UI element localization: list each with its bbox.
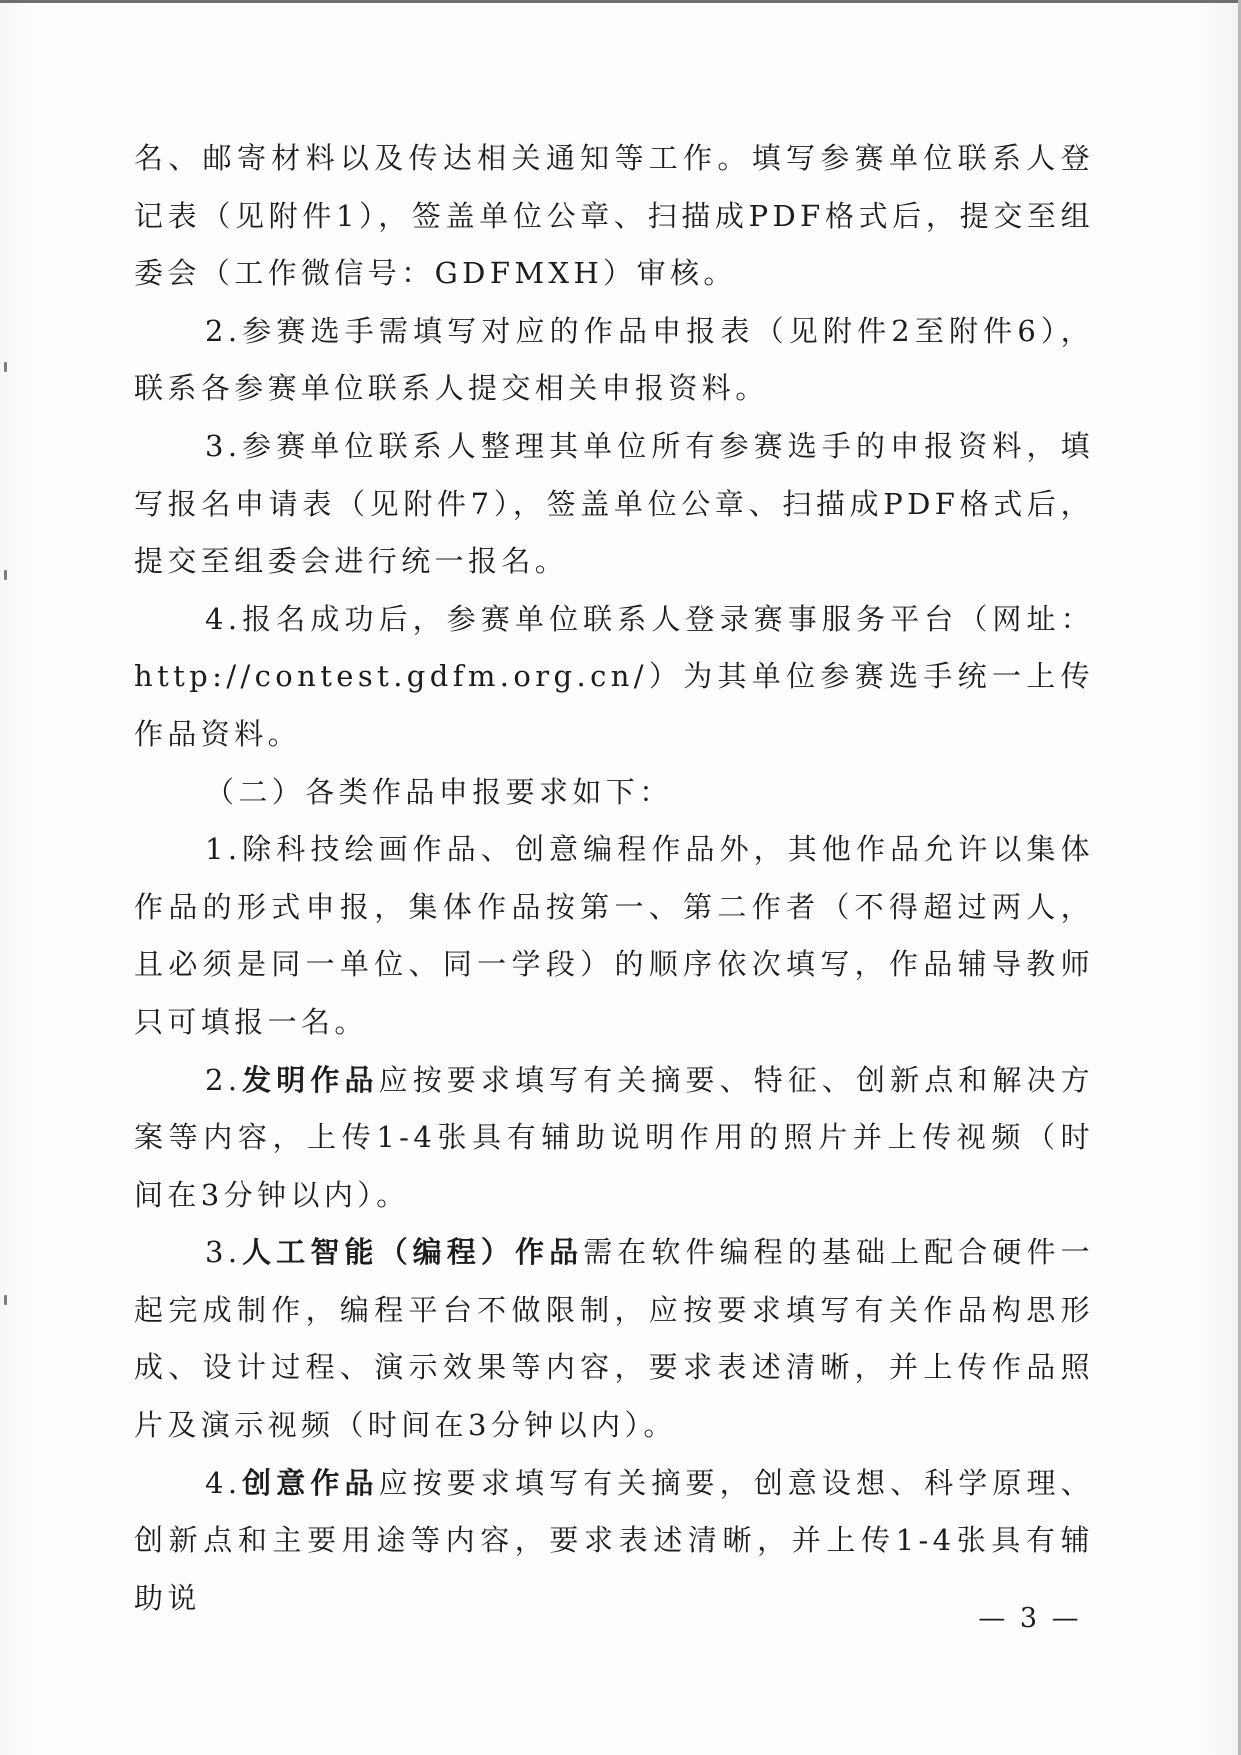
paragraph-item-2: 2.参赛选手需填写对应的作品申报表（见附件2至附件6），联系各参赛单位联系人提交相关申报资料。 [134, 313, 1094, 406]
scan-punch-mark [4, 362, 7, 372]
scan-punch-mark [4, 570, 7, 580]
paragraph-item-4: 4.报名成功后，参赛单位联系人登录赛事服务平台（网址：http://contest.gdfm.org.cn/）为其单位参赛选手统一上传作品资料。 [134, 601, 1094, 751]
requirement-text: 应按要求填写有关摘要、特征、创新点和解决方案等内容，上传1-4张具有辅助说明作用的照片并上传视频（时间在3分钟以内）。 [134, 1062, 1094, 1212]
paragraph-continuation: 名、邮寄材料以及传达相关通知等工作。填写参赛单位联系人登记表（见附件1），签盖单位公章、扫描成PDF格式后，提交至组委会（工作微信号：GDFMXH）审核。 [134, 141, 1094, 291]
paragraph-requirement-3 [134, 1224, 1094, 1454]
category-ai-programming: 人工智能（编程）作品 [241, 1235, 584, 1270]
item-number: 4. [205, 1465, 242, 1500]
page-number: — 3 — [978, 1603, 1082, 1634]
category-invention: 发明作品 [241, 1062, 379, 1097]
requirement-text: 需在软件编程的基础上配合硬件一起完成制作，编程平台不做限制，应按要求填写有关作品构思形成、设计过程、演示效果等内容，要求表述清晰，并上传作品照片及演示视频（时间在3分钟以内）。 [134, 1235, 1094, 1443]
section-heading: （二）各类作品申报要求如下： [205, 774, 673, 809]
scan-punch-mark [4, 1295, 7, 1305]
paragraph-requirement-2 [134, 1052, 1094, 1225]
category-creative: 创意作品 [241, 1465, 379, 1500]
paragraph-requirement-4 [134, 1455, 1094, 1628]
requirement-text: 应按要求填写有关摘要，创意设想、科学原理、创新点和主要用途等内容，要求表述清晰，并上传1-4张具有辅助说 [134, 1465, 1094, 1615]
item-number: 3. [205, 1235, 242, 1270]
document-body [134, 130, 1094, 1627]
paragraph-requirement-1: 1.除科技绘画作品、创意编程作品外，其他作品允许以集体作品的形式申报，集体作品按第一、第二作者（不得超过两人，且必须是同一单位、同一学段）的顺序依次填写，作品辅导教师只可填报一名。 [134, 832, 1094, 1039]
paragraph-item-3: 3.参赛单位联系人整理其单位所有参赛选手的申报资料，填写报名申请表（见附件7），签盖单位公章、扫描成PDF格式后，提交至组委会进行统一报名。 [134, 428, 1094, 579]
item-number: 2. [205, 1062, 242, 1097]
scan-top-edge [0, 0, 1241, 3]
